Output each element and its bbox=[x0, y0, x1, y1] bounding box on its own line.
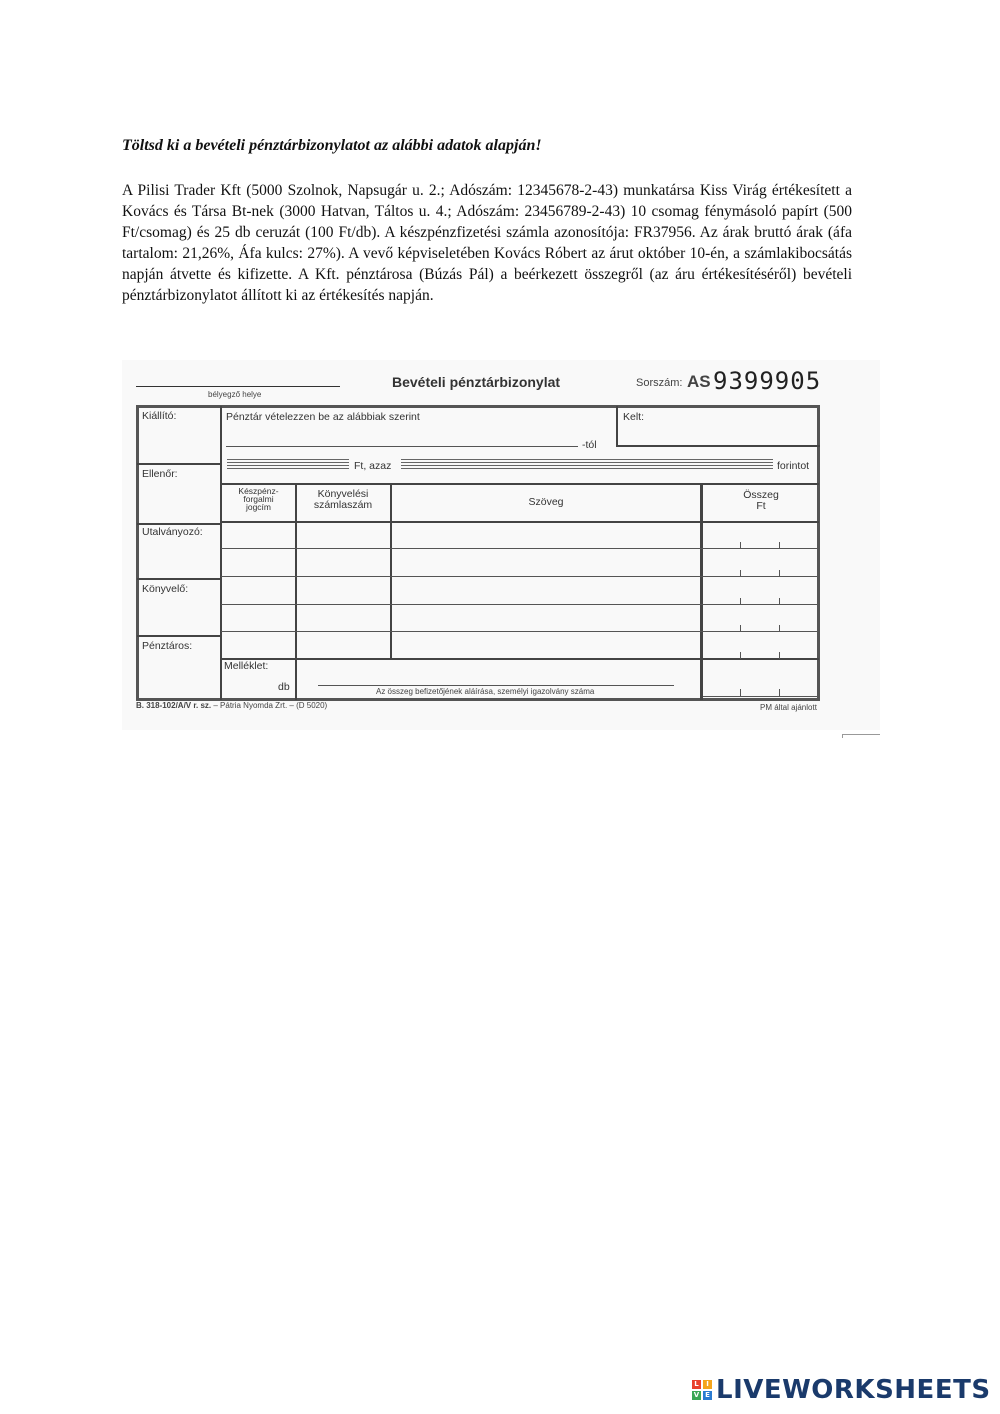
amount-tick bbox=[740, 570, 741, 577]
corner-mark bbox=[842, 734, 880, 735]
table-row[interactable] bbox=[221, 604, 819, 605]
paragraph-line: értékesített a Kovács és Társa Bt-nek (3000 Hatvan, Táltos u. 4.; Adószám: 23456789-2-43) 10 csomag bbox=[122, 182, 853, 220]
paragraph-line: azonosítója: FR37956. Az árak bruttó árak (áfa tartalom: 21,26%, Áfa kulcs: 27%). A vevő bbox=[122, 224, 852, 262]
amount-tick bbox=[779, 598, 780, 605]
table-header-bottom bbox=[221, 521, 819, 523]
amount-tick bbox=[779, 570, 780, 577]
signature-line[interactable] bbox=[318, 685, 674, 686]
kelt-label: Kelt: bbox=[623, 411, 645, 423]
left-separator bbox=[137, 523, 221, 525]
payer-line[interactable] bbox=[226, 446, 578, 447]
db-label: db bbox=[278, 681, 290, 693]
col-header-cash: Készpénz- forgalmi jogcím bbox=[238, 486, 279, 512]
stamp-label: bélyegző helye bbox=[208, 390, 262, 399]
col-divider-amount bbox=[700, 483, 703, 700]
col-header-amount: Összeg Ft bbox=[743, 489, 779, 512]
authorizer-label: Utalványozó: bbox=[142, 526, 203, 538]
attachment-label: Melléklet: bbox=[224, 660, 269, 672]
receipt-form bbox=[122, 360, 880, 730]
table-top-line bbox=[221, 483, 819, 485]
ft-azaz-label: Ft, azaz bbox=[354, 460, 392, 472]
amount-tick bbox=[740, 598, 741, 605]
forintot-label: forintot bbox=[777, 460, 810, 472]
table-row[interactable] bbox=[221, 576, 819, 577]
left-column-divider bbox=[220, 406, 222, 700]
stamp-line bbox=[136, 386, 340, 387]
total-row[interactable] bbox=[703, 696, 819, 697]
liveworksheets-logo bbox=[692, 1375, 991, 1405]
form-frame bbox=[136, 405, 820, 701]
paragraph-line: állított ki az értékesítés napján. bbox=[241, 287, 434, 304]
amount-tick bbox=[779, 652, 780, 659]
serial-number: 9399905 bbox=[713, 367, 822, 395]
amount-tick bbox=[740, 542, 741, 549]
logo-text: LIVEWORKSHEETS bbox=[716, 1375, 991, 1405]
table-bottom-line bbox=[221, 658, 819, 660]
paragraph-line: fénymásoló papírt (500 Ft/csomag) és 25 db ceruzát (100 Ft/db). A készpénzfizetési számla bbox=[122, 203, 852, 241]
cashier-label: Pénztáros: bbox=[142, 640, 193, 652]
amount-tick bbox=[740, 652, 741, 659]
corner-mark bbox=[842, 734, 843, 738]
table-row[interactable] bbox=[221, 548, 819, 549]
logo-icon: L I V E bbox=[692, 1380, 712, 1400]
signature-label: Az összeg befizetőjének aláírása, személyi igazolvány száma bbox=[376, 687, 595, 696]
form-recommended: PM által ajánlott bbox=[760, 703, 817, 712]
form-title: Bevételi pénztárbizonylat bbox=[392, 374, 561, 390]
kelt-divider bbox=[616, 406, 618, 446]
col-header-account: Könyvelési számlaszám bbox=[313, 488, 373, 511]
amount-tick bbox=[779, 542, 780, 549]
controller-label: Ellenőr: bbox=[142, 468, 178, 480]
amount-tick bbox=[779, 625, 780, 632]
paragraph-line: A Pilisi Trader Kft (5000 Szolnok, Napsugár u. 2.; Adószám: 12345678-2-43) munkatársa Kiss Virág bbox=[122, 182, 772, 199]
paragraph-line: Kft. pénztárosa (Búzás Pál) a beérkezett összegről (az áru értékesítéséről) bevételi pénztárbizonylatot bbox=[122, 266, 852, 304]
amount-tick bbox=[740, 625, 741, 632]
left-separator bbox=[137, 635, 221, 637]
form-code: B. 318-102/A/V r. sz. – Pátria Nyomda Zrt. – (D 5020) bbox=[136, 701, 328, 710]
amount-words-field[interactable] bbox=[401, 459, 773, 471]
serial-label: Sorszám: bbox=[636, 377, 683, 389]
task-paragraph bbox=[122, 180, 852, 306]
serial-prefix: AS bbox=[687, 372, 711, 391]
amount-tick bbox=[779, 689, 780, 696]
instruction-text: Pénztár vételezzen be az alábbiak szerint bbox=[226, 411, 420, 423]
amount-figure-field[interactable] bbox=[227, 459, 349, 471]
issuer-label: Kiállító: bbox=[142, 410, 177, 422]
col-header-text: Szöveg bbox=[528, 496, 564, 508]
tol-label: -tól bbox=[582, 439, 597, 451]
kelt-bottom bbox=[616, 445, 820, 447]
left-separator bbox=[137, 463, 221, 465]
amount-tick bbox=[740, 689, 741, 696]
paragraph-line: képviseletében Kovács Róbert az árut október 10-én, a számlakibocsátás napján átvette és kifizette. A bbox=[122, 245, 853, 283]
bookkeeper-label: Könyvelő: bbox=[142, 583, 189, 595]
table-row[interactable] bbox=[221, 631, 819, 632]
attachment-divider bbox=[295, 658, 297, 700]
instruction-heading: Töltsd ki a bevételi pénztárbizonylatot az alábbi adatok alapján! bbox=[122, 137, 542, 154]
left-separator bbox=[137, 578, 221, 580]
